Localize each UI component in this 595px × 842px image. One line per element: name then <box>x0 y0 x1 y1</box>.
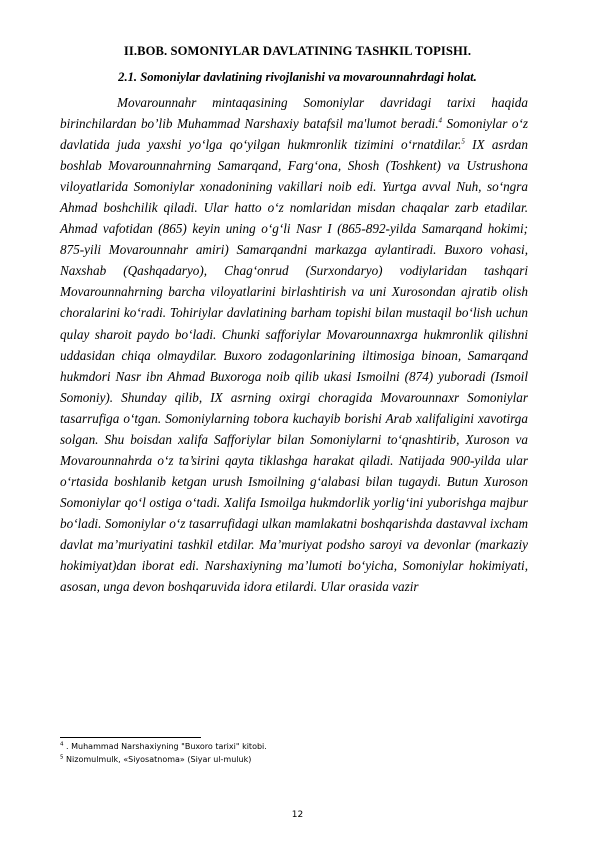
footnote-item <box>60 740 530 753</box>
body-text-part-2: Somoniylar o‘z davlatida juda yaxshi yo‘lga qo‘yilgan hukmronlik tizimini o‘rnatdilar. <box>60 116 528 153</box>
footnote-ref-4[interactable]: 4 <box>438 116 443 125</box>
body-text-part-1: Movarounnahr mintaqasining Somoniylar davridagi tarixi haqida birinchilardan bo’lib Muhammad Narshaxiy batafsil ma'lumot beradi. <box>60 95 528 132</box>
body-paragraph <box>60 92 528 597</box>
footnote-ref-5[interactable]: 5 <box>461 137 465 146</box>
footnotes <box>60 740 530 766</box>
chapter-title: II.BOB. SOMONIYLAR DAVLATINING TASHKIL TOPISHI. <box>123 44 472 58</box>
section-title: 2.1. Somoniylar davlatining rivojlanishi va movarounnahrdagi holat. <box>118 70 477 84</box>
footnote-divider <box>60 737 201 738</box>
footnote-mark: 5 <box>60 754 64 761</box>
footnote-item <box>60 753 530 766</box>
page-number: 12 <box>291 810 304 820</box>
footnote-mark: 4 <box>60 741 64 748</box>
footnote-text: . Muhammad Narshaxiyning "Buxoro tarixi" kitobi. <box>63 742 267 751</box>
body-text-part-3: IX asrdan boshlab Movarounnahrning Samarqand, Farg‘ona, Shosh (Toshkent) va Ustrushona viloyatlarida Somoniylar xonadonining vakillari noib edi. Yurtga avval Nuh, so‘ngra Ahmad boshchilik qiladi. Ular hatto o‘z nomlaridan misdan chaqalar zarb etadilar. Ahmad vafotidan (865) keyin uning o‘g‘li Nasr I (865-892-yilda Samarqand hokimi; 875-yili Movarounnahr amiri) Samarqandni markazga aylantiradi. Buxoro vohasi, Naxshab (Qashqadaryo), Chag‘onrud (Surxondaryo) vodiylaridan tashqari Movarounnahrning barcha viloyatlarini birlashtirish va uni Xurosondan ajratib olish choralarini ko‘radi. Tohiriylar davlatining barham topishi bilan mustaqil bo‘lish uchun qulay sharoit paydo bo‘ladi. Chunki safforiylar Movarounnaxrga hukmronlik qilishni uddasidan chiqa olmaydilar. Buxoro zodagonlarining iltimosiga binoan, Samarqand hukmdori Nasr ibn Ahmad Buxoroga noib qilib ukasi Ismoilni (874) yuboradi (Ismoil Somoniy). Shunday qilib, IX asrning oxirgi choragida Movarounnaxr Somoniylar tasarrufiga o‘tgan. Somoniylarning tobora kuchayib borishi Arab xalifaligini xavotirga solgan. Shu boisdan xalifa Safforiylar bilan Somoniylarni to‘qnashtirib, Xuroson va Movarounnahrda o‘z ta’sirini qayta tiklashga harakat qiladi. Natijada 900-yilda ular o‘rtasida boshlanib ketgan urush Ismoilning g‘alabasi bilan tugaydi. Butun Xuroson Somoniylar qo‘l ostiga o‘tadi. Xalifa Ismoilga hukmdorlik yorlig‘ini yuborishga majbur bo‘ladi. Somoniylar o‘z tasarrufidagi ulkan mamlakatni boshqarishda dastavval ixcham davlat ma’muriyatini tashkil etdilar. Ma’muriyat podsho saroyi va devonlar (markaziy hokimiyat)dan iborat edi. Narshaxiyning ma’lumoti bo‘yicha, Somoniylar hokimiyati, asosan, unga devon boshqaruvida idora etilardi. Ular orasida vazir <box>60 137 528 595</box>
footnote-text: Nizomulmulk, «Siyosatnoma» (Siyar ul-muluk) <box>63 755 252 764</box>
